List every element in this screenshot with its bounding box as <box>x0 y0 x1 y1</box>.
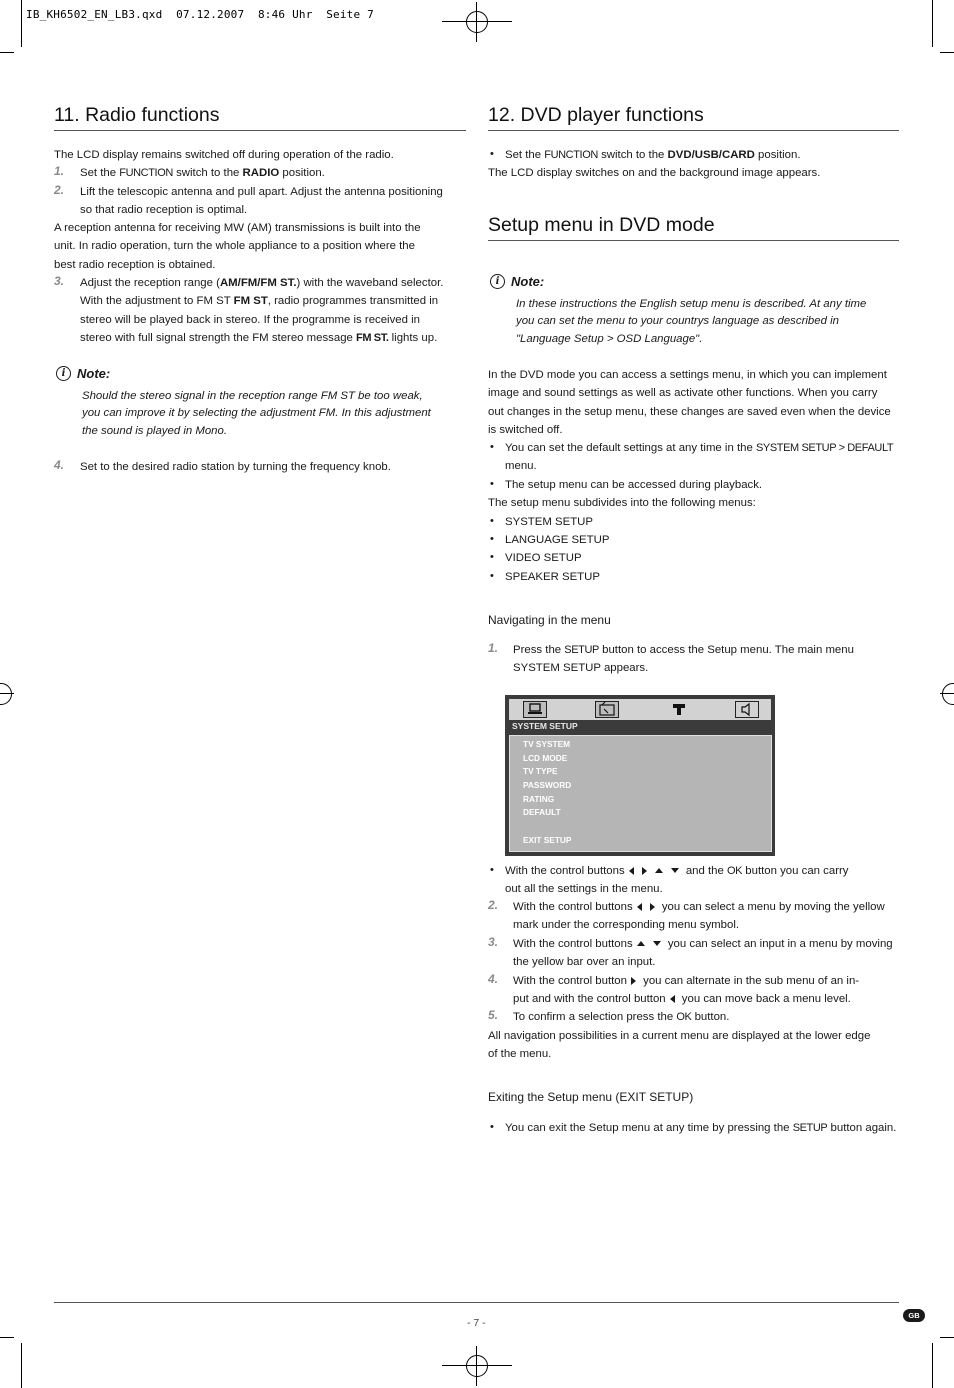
heading-rule <box>488 130 899 131</box>
heading-rule <box>488 240 899 241</box>
step-number: 1. <box>488 641 499 655</box>
default-settings-bullet: You can set the default settings at any time in the SYSTEM SETUP > DEFAULT menu. <box>505 442 894 473</box>
arrow-left-icon <box>637 903 642 911</box>
crop-mark <box>940 52 954 53</box>
radio-step-2: Lift the telescopic antenna and pull apart. Adjust the antenna positioning so that radio reception is optimal. <box>80 186 443 217</box>
radio-step-1: Set the FUNCTION switch to the RADIO position. <box>80 167 325 179</box>
exit-setup-bullet: You can exit the Setup menu at any time by pressing the SETUP button again. <box>505 1122 897 1134</box>
arrow-down-icon <box>671 868 679 873</box>
info-icon: i <box>56 366 71 381</box>
screen-menu-item: TV SYSTEM <box>523 739 571 749</box>
registration-mark <box>476 1346 477 1386</box>
screen-menu-item: LCD MODE <box>523 753 568 763</box>
screen-menu-item: DEFAULT <box>523 807 561 817</box>
antenna-paragraph: A reception antenna for receiving MW (AM) transmissions is built into the unit. In radio operation, turn the whole appliance to a position where the best radio reception is obtained. <box>54 222 421 271</box>
step-number: 3. <box>54 274 65 288</box>
crop-mark <box>21 1343 22 1388</box>
registration-mark <box>466 11 488 33</box>
heading-rule <box>54 130 466 131</box>
crop-mark <box>932 1343 933 1388</box>
exit-subheading: Exiting the Setup menu (EXIT SETUP) <box>488 1090 694 1104</box>
registration-mark <box>0 693 14 694</box>
setup-menu-screenshot <box>505 695 775 856</box>
screen-menu-item: EXIT SETUP <box>523 835 572 845</box>
note-title: Note: <box>77 366 111 381</box>
menu-list-item: VIDEO SETUP <box>505 552 582 564</box>
radio-step-3: Adjust the reception range (AM/FM/FM ST.) with the waveband selector. With the adjustment to FM ST FM ST, radio programmes transmitted in stereo will be played back in stereo. If the programme is received in stereo with full signal strength the FM stereo message FM ST. lights up. <box>80 277 444 344</box>
bullet-dot: • <box>490 1121 494 1133</box>
footer-rule <box>54 1302 899 1303</box>
bullet-dot: • <box>490 864 494 876</box>
navigation-summary: All navigation possibilities in a current menu are displayed at the lower edge of the menu. <box>488 1030 871 1061</box>
menu-list-item: SPEAKER SETUP <box>505 571 600 583</box>
arrow-right-icon <box>642 867 647 875</box>
step-number: 4. <box>488 972 499 986</box>
page-number: - 7 - <box>467 1317 486 1329</box>
radio-note-text: Should the stereo signal in the reception range FM ST be too weak, you can improve it by selecting the adjustment FM. In this adjustment the sound is played in Mono. <box>82 390 431 437</box>
step-number: 2. <box>488 898 499 912</box>
bullet-dot: • <box>490 570 494 582</box>
registration-mark <box>0 683 12 705</box>
step-number: 4. <box>54 458 65 472</box>
registration-mark <box>442 21 512 22</box>
bullet-dot: • <box>490 441 494 453</box>
section-heading-dvd: 12. DVD player functions <box>488 104 704 126</box>
bullet-dot: • <box>490 533 494 545</box>
crop-mark <box>21 0 22 47</box>
crop-mark <box>0 52 14 53</box>
video-camera-icon <box>667 701 691 718</box>
registration-mark <box>942 683 954 705</box>
crop-mark <box>0 1337 14 1338</box>
section-heading-radio: 11. Radio functions <box>54 104 220 126</box>
screen-title: SYSTEM SETUP <box>512 721 578 731</box>
registration-mark <box>940 693 954 694</box>
bullet-dot: • <box>490 148 494 160</box>
radio-step-4: Set to the desired radio station by turning the frequency knob. <box>80 461 391 473</box>
registration-mark <box>476 2 477 42</box>
menu-icon-bar <box>509 699 771 720</box>
arrow-left-icon <box>629 867 634 875</box>
screen-menu-item: PASSWORD <box>523 780 572 790</box>
note-title: Note: <box>511 274 545 289</box>
menu-list-item: SYSTEM SETUP <box>505 516 593 528</box>
arrow-up-icon <box>655 868 663 873</box>
arrow-right-icon <box>631 977 636 985</box>
registration-mark <box>442 1365 512 1366</box>
control-buttons-bullet: With the control buttons and the OK button you can carry out all the settings in the menu. <box>505 865 849 896</box>
print-slug: IB_KH6502_EN_LB3.qxd 07.12.2007 8:46 Uhr Seite 7 <box>26 8 374 21</box>
bullet-dot: • <box>490 515 494 527</box>
bullet-dot: • <box>490 551 494 563</box>
nav-subheading: Navigating in the menu <box>488 613 611 627</box>
nav-step-4: With the control button you can alternate in the sub menu of an in- put and with the control button you can move back a menu level. <box>513 975 860 1006</box>
radio-intro: The LCD display remains switched off during operation of the radio. <box>54 149 394 161</box>
screen-menu-item: RATING <box>523 794 555 804</box>
speaker-icon <box>735 701 759 718</box>
setup-note-text: In these instructions the English setup menu is described. At any time you can set the menu to your countrys language as described in "Language Setup > OSD Language". <box>516 298 867 345</box>
nav-step-1: Press the SETUP button to access the Setup menu. The main menu SYSTEM SETUP appears. <box>513 644 854 675</box>
settings-window-icon <box>595 701 619 718</box>
language-badge: GB <box>903 1309 925 1322</box>
info-icon: i <box>490 274 505 289</box>
step-number: 2. <box>54 183 65 197</box>
setup-menu-heading: Setup menu in DVD mode <box>488 214 715 236</box>
nav-step-3: With the control buttons you can select an input in a menu by moving the yellow bar over an input. <box>513 938 893 969</box>
registration-mark <box>466 1355 488 1377</box>
step-number: 1. <box>54 164 65 178</box>
crop-mark <box>932 0 933 47</box>
arrow-down-icon <box>653 941 661 946</box>
setup-intro-paragraph: In the DVD mode you can access a settings menu, in which you can implement image and sound settings as well as activate other functions. When you carry out changes in the setup menu, these changes are saved even when the device is switched off. <box>488 369 891 436</box>
subdivides-text: The setup menu subdivides into the following menus: <box>488 497 756 509</box>
monitor-icon <box>523 701 547 718</box>
arrow-right-icon <box>650 903 655 911</box>
arrow-left-icon <box>670 995 675 1003</box>
lcd-on-text: The LCD display switches on and the background image appears. <box>488 167 821 179</box>
nav-step-2: With the control buttons you can select a menu by moving the yellow mark under the corresponding menu symbol. <box>513 901 885 932</box>
crop-mark <box>940 1337 954 1338</box>
screen-menu-item: TV TYPE <box>523 766 558 776</box>
bullet-dot: • <box>490 478 494 490</box>
nav-step-5: To confirm a selection press the OK button. <box>513 1011 730 1023</box>
step-number: 3. <box>488 935 499 949</box>
screen-menu-panel <box>509 735 772 852</box>
dvd-function-step: Set the FUNCTION switch to the DVD/USB/CARD position. <box>505 149 801 161</box>
arrow-up-icon <box>637 941 645 946</box>
playback-bullet: The setup menu can be accessed during playback. <box>505 479 763 491</box>
step-number: 5. <box>488 1008 499 1022</box>
menu-list-item: LANGUAGE SETUP <box>505 534 610 546</box>
